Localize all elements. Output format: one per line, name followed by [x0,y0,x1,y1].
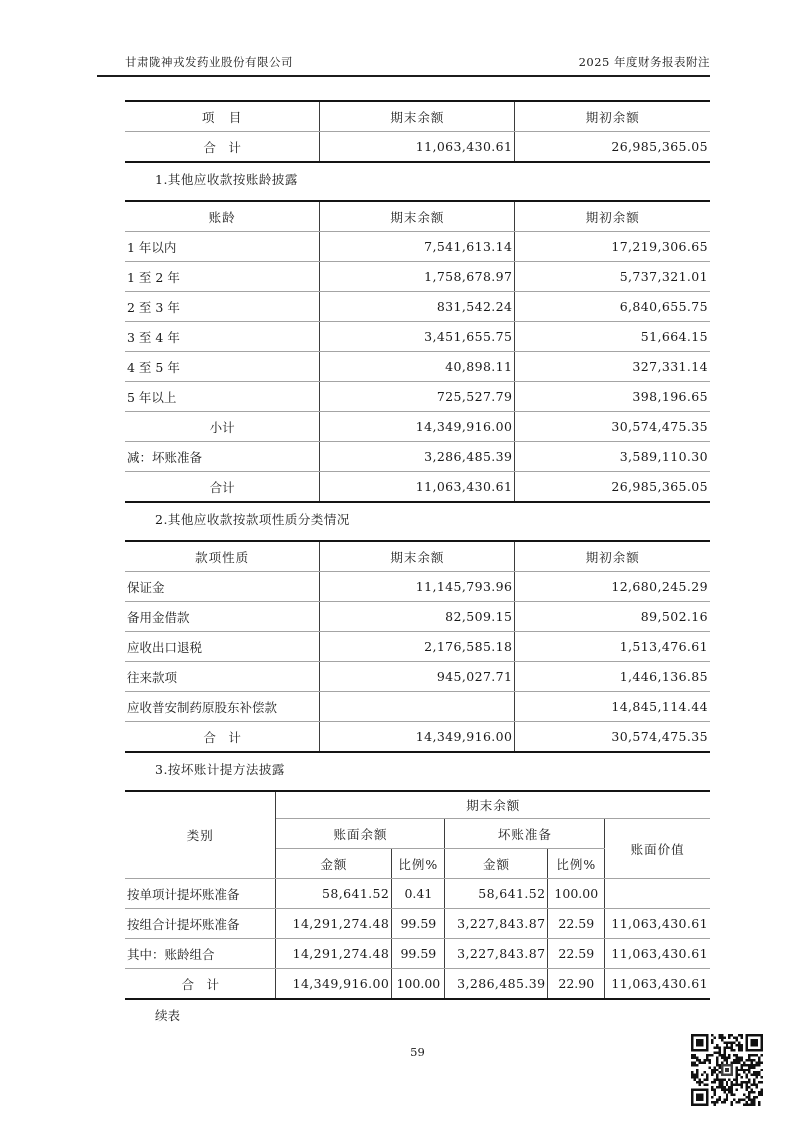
row-label: 合 计 [125,722,320,753]
column-header-ratio: 比例% [548,849,605,879]
row-label: 其中：账龄组合 [125,939,276,969]
table-cell: 11,063,430.61 [605,969,710,1000]
table-row [125,692,710,722]
table-cell: 22.59 [548,939,605,969]
column-header-period-end: 期末余额 [276,791,710,819]
column-header: 期初余额 [515,201,710,232]
table-cell: 12,680,245.29 [515,572,710,602]
row-label: 1 年以内 [125,232,320,262]
column-header-ratio: 比例% [392,849,445,879]
column-header-book-value: 账面价值 [605,819,710,879]
page-header [97,54,710,77]
table-cell: 11,145,793.96 [320,572,515,602]
table-row-subtotal [125,412,710,442]
row-label: 按组合计提坏账准备 [125,909,276,939]
row-label: 2 至 3 年 [125,292,320,322]
table-cell: 11,063,430.61 [320,472,515,503]
doc-title: 2025 年度财务报表附注 [578,55,710,69]
section-heading-aging: 1.其他应收款按账龄披露 [155,172,298,187]
table-cell: 17,219,306.65 [515,232,710,262]
table-cell: 5,737,321.01 [515,262,710,292]
summary-total-table [125,100,710,163]
row-label: 小计 [125,412,320,442]
company-name: 甘肃陇神戎发药业股份有限公司 [125,55,293,69]
table-row-total [125,472,710,503]
table-header-row [125,201,710,232]
column-header: 期末余额 [320,101,515,132]
table-header-row [125,791,710,819]
table-cell: 1,513,476.61 [515,632,710,662]
table-row [125,602,710,632]
column-header-category: 类别 [125,791,276,879]
row-label: 1 至 2 年 [125,262,320,292]
table-row [125,572,710,602]
table-cell: 14,845,114.44 [515,692,710,722]
table-cell: 14,349,916.00 [320,722,515,753]
table-cell: 30,574,475.35 [515,722,710,753]
table-cell: 58,641.52 [445,879,548,909]
table-row-total [125,722,710,753]
table-cell: 11,063,430.61 [605,909,710,939]
row-label: 5 年以上 [125,382,320,412]
table-cell: 3,227,843.87 [445,909,548,939]
column-header-amount: 金额 [276,849,392,879]
table-cell: 58,641.52 [276,879,392,909]
section-heading-nature: 2.其他应收款按款项性质分类情况 [155,512,350,527]
page-content [125,100,710,1059]
row-label: 备用金借款 [125,602,320,632]
column-header: 期末余额 [320,541,515,572]
row-label: 合 计 [125,132,320,163]
table-cell: 99.59 [392,909,445,939]
table-cell: 14,291,274.48 [276,909,392,939]
table-cell: 82,509.15 [320,602,515,632]
table-row-total [125,969,710,1000]
column-header: 账龄 [125,201,320,232]
table-cell: 22.59 [548,909,605,939]
table-cell [605,879,710,909]
table-cell: 26,985,365.05 [515,472,710,503]
row-label: 3 至 4 年 [125,322,320,352]
table-row [125,382,710,412]
table-cell: 100.00 [548,879,605,909]
column-header: 款项性质 [125,541,320,572]
table-cell: 30,574,475.35 [515,412,710,442]
table-cell [320,692,515,722]
table-cell: 831,542.24 [320,292,515,322]
table-row [125,632,710,662]
table-cell: 945,027.71 [320,662,515,692]
table-cell: 2,176,585.18 [320,632,515,662]
table-header-row [125,541,710,572]
column-header: 期初余额 [515,541,710,572]
table-cell: 99.59 [392,939,445,969]
table-row [125,442,710,472]
table-row [125,262,710,292]
aging-table [125,200,710,503]
table-cell: 11,063,430.61 [320,132,515,163]
table-cell: 100.00 [392,969,445,1000]
bad-debt-method-table [125,790,710,1000]
table-cell: 3,286,485.39 [445,969,548,1000]
table-cell: 1,758,678.97 [320,262,515,292]
column-header-amount: 金额 [445,849,548,879]
table-cell: 7,541,613.14 [320,232,515,262]
row-label: 往来款项 [125,662,320,692]
table-row [125,132,710,163]
continued-table-label: 续表 [155,1008,181,1023]
column-header: 项 目 [125,101,320,132]
column-header: 期末余额 [320,201,515,232]
row-label: 4 至 5 年 [125,352,320,382]
table-row [125,879,710,909]
table-row [125,909,710,939]
table-cell: 14,349,916.00 [276,969,392,1000]
row-label: 合 计 [125,969,276,1000]
column-header: 期初余额 [515,101,710,132]
table-cell: 40,898.11 [320,352,515,382]
nature-table [125,540,710,753]
table-cell: 14,291,274.48 [276,939,392,969]
section-heading-method: 3.按坏账计提方法披露 [155,762,285,777]
column-header-book-balance: 账面余额 [276,819,445,849]
table-cell: 14,349,916.00 [320,412,515,442]
table-cell: 0.41 [392,879,445,909]
table-cell: 398,196.65 [515,382,710,412]
table-cell: 6,840,655.75 [515,292,710,322]
table-cell: 89,502.16 [515,602,710,632]
table-cell: 3,286,485.39 [320,442,515,472]
table-cell: 26,985,365.05 [515,132,710,163]
qr-code [691,1034,763,1106]
row-label: 应收出口退税 [125,632,320,662]
row-label: 合计 [125,472,320,503]
table-cell: 51,664.15 [515,322,710,352]
row-label: 应收普安制药原股东补偿款 [125,692,320,722]
table-row [125,939,710,969]
table-row [125,662,710,692]
table-row [125,292,710,322]
table-cell: 725,527.79 [320,382,515,412]
table-row [125,352,710,382]
table-row [125,322,710,352]
table-cell: 3,227,843.87 [445,939,548,969]
table-cell: 3,451,655.75 [320,322,515,352]
column-header-bad-debt: 坏账准备 [445,819,605,849]
table-cell: 11,063,430.61 [605,939,710,969]
row-label: 按单项计提坏账准备 [125,879,276,909]
row-label: 保证金 [125,572,320,602]
page-number: 59 [410,1045,425,1059]
row-label: 减：坏账准备 [125,442,320,472]
table-cell: 327,331.14 [515,352,710,382]
table-header-row [125,101,710,132]
table-cell: 1,446,136.85 [515,662,710,692]
table-cell: 22.90 [548,969,605,1000]
table-row [125,232,710,262]
table-cell: 3,589,110.30 [515,442,710,472]
